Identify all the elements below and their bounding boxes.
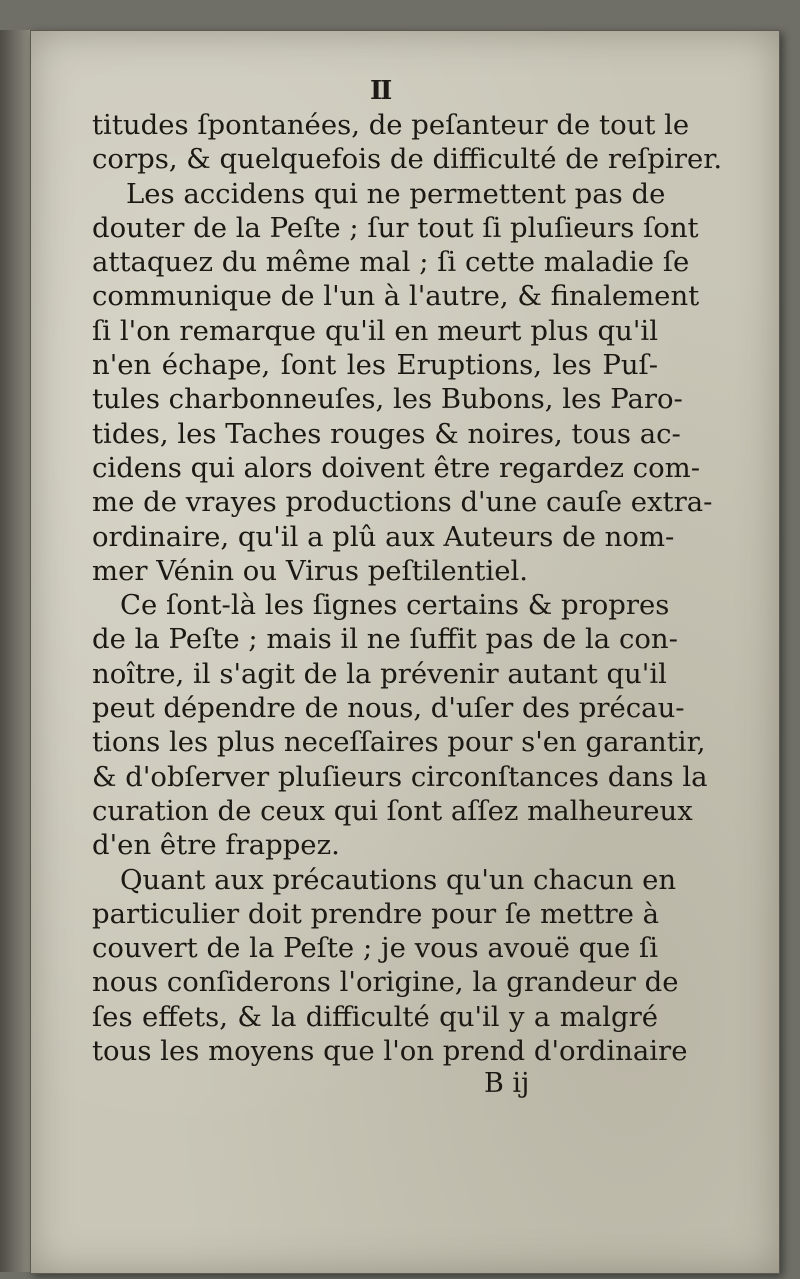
- text-line: Quant aux précautions qu'un chacun en: [120, 863, 677, 896]
- page-number: II: [370, 76, 391, 106]
- text-line: communique de l'un à l'autre, & finalement: [92, 280, 700, 313]
- text-line: couvert de la Peſte ; je vous avouë que ſi: [92, 932, 658, 965]
- text-line: me de vrayes productions d'une cauſe extra-: [92, 486, 713, 519]
- text-line: mer Vénin ou Virus peſtilentiel.: [92, 554, 529, 587]
- body-text: [92, 108, 723, 1068]
- text-line: d'en être frappez.: [92, 829, 340, 862]
- text-line: ſi l'on remarque qu'il en meurt plus qu'il: [92, 314, 658, 347]
- text-line: tides, les Taches rouges & noires, tous ac-: [92, 417, 681, 450]
- text-line: noître, il s'agit de la prévenir autant qu'il: [92, 657, 667, 690]
- text-line: particulier doit prendre pour ſe mettre à: [92, 897, 660, 930]
- text-line: peut dépendre de nous, d'uſer des précau-: [92, 692, 685, 725]
- text-line: nous conſiderons l'origine, la grandeur de: [92, 966, 679, 999]
- text-line: corps, & quelquefois de difficulté de reſpirer.: [92, 143, 723, 176]
- text-line: Les accidens qui ne permettent pas de: [126, 177, 666, 210]
- text-line: tules charbonneuſes, les Bubons, les Paro-: [92, 383, 683, 416]
- text-line: cidens qui alors doivent être regardez com-: [92, 451, 700, 484]
- text-line: titudes ſpontanées, de peſanteur de tout le: [92, 109, 690, 141]
- text-line: tous les moyens que l'on prend d'ordinaire: [92, 1035, 688, 1068]
- text-line: ſes effets, & la difficulté qu'il y a malgré: [92, 1000, 658, 1033]
- text-line: n'en échape, ſont les Eruptions, les Puſ-: [92, 349, 658, 382]
- text-line: attaquez du même mal ; ſi cette maladie ſe: [92, 246, 690, 279]
- text-line: curation de ceux qui ſont aſſez malheureux: [92, 794, 693, 827]
- text-line: & d'obſerver pluſieurs circonſtances dans la: [92, 760, 708, 793]
- text-line: tions les plus neceſſaires pour s'en garantir,: [92, 726, 706, 759]
- text-line: ordinaire, qu'il a plû aux Auteurs de nom-: [92, 520, 675, 553]
- text-line: de la Peſte ; mais il ne ſuffit pas de la con-: [92, 623, 678, 656]
- signature-mark: B ij: [484, 1068, 530, 1099]
- text-line: douter de la Peſte ; ſur tout ſi pluſieurs ſont: [92, 211, 699, 244]
- text-line: Ce ſont-là les ſignes certains & propres: [120, 589, 670, 622]
- facing-page-edge: [0, 30, 30, 1272]
